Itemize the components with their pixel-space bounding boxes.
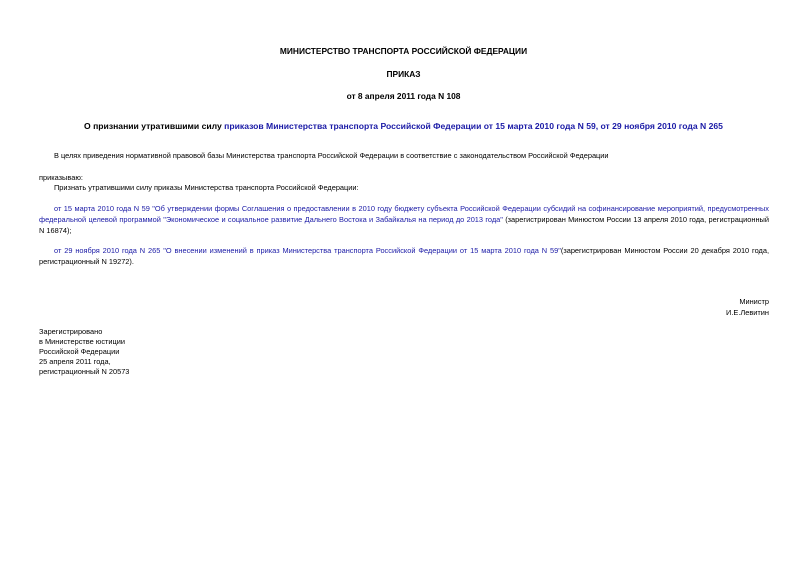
ministry-heading: МИНИСТЕРСТВО ТРАНСПОРТА РОССИЙСКОЙ ФЕДЕРАЦИИ bbox=[279, 46, 528, 56]
item1-link[interactable]: от 15 марта 2010 года N 59 "Об утверждении формы Соглашения о предоставлении в 2010 году бюджету субъекта Российской Федерации субсидий на софинансирование мероприятий, предусмотренных федеральной целевой программой "Экономическое и социальное развитие Дальнего Востока и Забайкалья на период до 2013 года" bbox=[39, 204, 769, 224]
document-date-number: от 8 апреля 2011 года N 108 bbox=[346, 91, 461, 101]
item2-link[interactable]: от 29 ноября 2010 года N 265 "О внесении изменений в приказ Министерства транспорта Российской Федерации от 15 марта 2010 года N 59" bbox=[54, 246, 561, 255]
registration-line-1: Зарегистрировано bbox=[39, 327, 103, 336]
intro-paragraph: В целях приведения нормативной правовой базы Министерства транспорта Российской Федерации в соответствие с законодательством Российской Федерации bbox=[54, 151, 609, 160]
list-item-2 bbox=[39, 245, 769, 267]
signature-name: И.Е.Левитин bbox=[726, 308, 769, 317]
item1-rest: (зарегистрирован Минюстом России 13 апреля 2010 года, регистрационный N 16874); bbox=[39, 215, 769, 235]
title-link[interactable]: приказов Министерства транспорта Российской Федерации от 15 марта 2010 года N 59, от 29 ноября 2010 года N 265 bbox=[224, 121, 723, 131]
document-title bbox=[0, 121, 807, 131]
registration-line-5: регистрационный N 20573 bbox=[39, 367, 130, 376]
document-type-heading: ПРИКАЗ bbox=[386, 69, 421, 79]
signature-position: Министр bbox=[739, 297, 769, 306]
item2-rest: (зарегистрирован Минюстом России 20 декабря 2010 года, регистрационный N 19272). bbox=[39, 246, 770, 266]
order-word: приказываю: bbox=[39, 173, 83, 182]
registration-line-2: в Министерстве юстиции bbox=[39, 337, 126, 346]
recognize-paragraph: Признать утратившими силу приказы Министерства транспорта Российской Федерации: bbox=[54, 183, 359, 192]
registration-line-3: Российской Федерации bbox=[39, 347, 120, 356]
list-item-1 bbox=[39, 203, 769, 236]
registration-line-4: 25 апреля 2011 года, bbox=[39, 357, 111, 366]
title-prefix: О признании утратившими силу bbox=[84, 121, 225, 131]
